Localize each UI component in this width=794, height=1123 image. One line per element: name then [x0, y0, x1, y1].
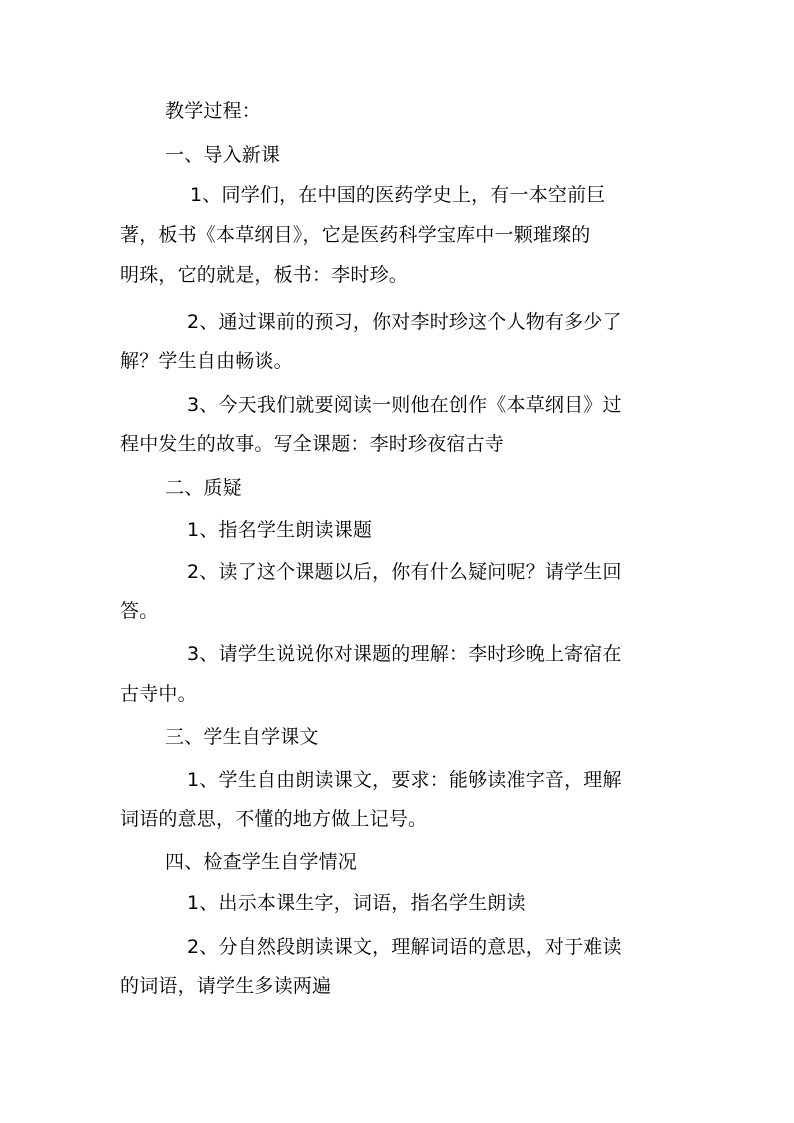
paragraph-line: 解？学生自由畅谈。: [120, 350, 293, 372]
paragraph-line: 明珠，它的就是，板书：李时珍。: [120, 264, 409, 286]
paragraph-line: 程中发生的故事。写全课题：李时珍夜宿古寺: [120, 433, 505, 455]
paragraph-line: 1、出示本课生字，词语，指名学生朗读: [187, 892, 526, 914]
paragraph-line: 3、请学生说说你对课题的理解：李时珍晚上寄宿在: [187, 643, 622, 665]
section-heading-2: 二、质疑: [165, 477, 242, 499]
paragraph-line: 的词语，请学生多读两遍: [120, 975, 332, 997]
paragraph-line: 1、指名学生朗读课题: [187, 519, 373, 541]
paragraph-line: 词语的意思，不懂的地方做上记号。: [120, 808, 428, 830]
paragraph-line: 古寺中。: [120, 683, 197, 705]
paragraph-line: 1、学生自由朗读课文，要求：能够读准字音，理解: [187, 769, 622, 791]
paragraph-line: 2、分自然段朗读课文，理解词语的意思，对于难读: [187, 936, 622, 958]
section-heading-teaching-process: 教学过程：: [165, 100, 262, 122]
paragraph-line: 3、今天我们就要阅读一则他在创作《本草纲目》过: [187, 394, 622, 416]
paragraph-line: 答。: [120, 600, 159, 622]
paragraph-line: 2、通过课前的预习，你对李时珍这个人物有多少了: [187, 311, 622, 333]
section-heading-1: 一、导入新课: [165, 144, 281, 166]
section-heading-4: 四、检查学生自学情况: [165, 851, 358, 873]
paragraph-line: 1、同学们，在中国的医药学史上，有一本空前巨: [190, 184, 606, 206]
paragraph-line: 2、读了这个课题以后，你有什么疑问呢？请学生回: [187, 561, 622, 583]
section-heading-3: 三、学生自学课文: [165, 726, 319, 748]
paragraph-line: 著，板书《本草纲目》，它是医药科学宝库中一颗璀璨的: [120, 224, 591, 246]
